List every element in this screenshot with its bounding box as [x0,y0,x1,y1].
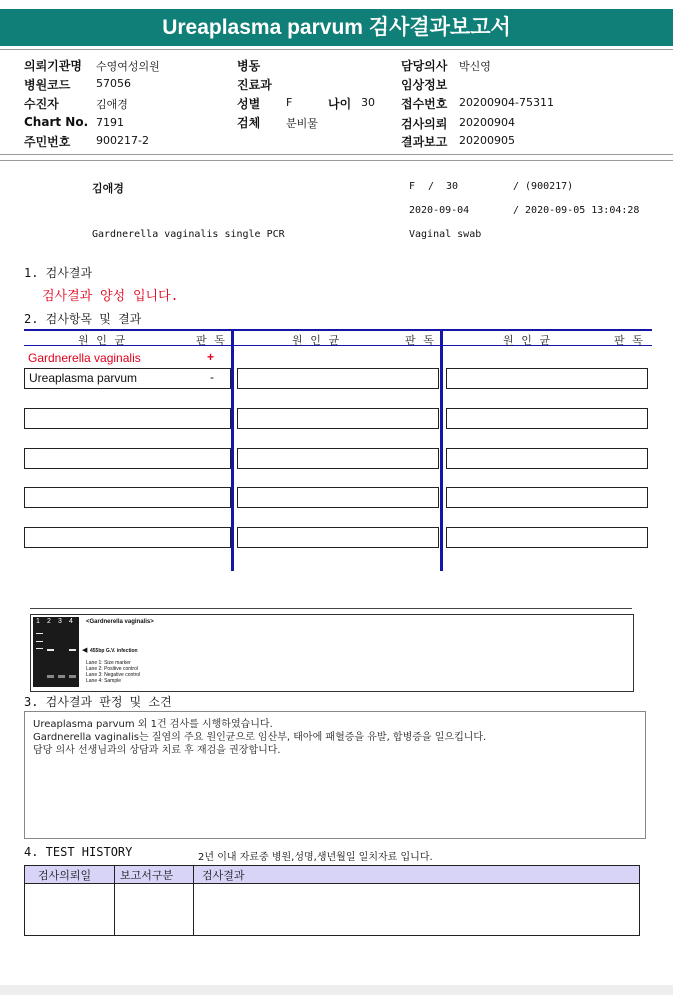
summary-test-name: Gardnerella vaginalis single PCR [92,229,285,240]
empty-result-box [24,527,231,548]
history-col-request-date: 검사의뢰일 [38,869,92,882]
summary-sample: Vaginal swab [409,229,482,240]
marker-band [36,641,43,642]
report-date-value: 20200905 [459,134,515,147]
opinion-box [24,711,646,839]
primer-band [47,675,54,678]
summary-request-date: 2020-09-04 [409,205,470,216]
gel-legend-item: Lane 2: Positive control [86,666,138,672]
divider [0,49,673,50]
specimen-value: 분비물 [286,117,318,130]
history-note: 2년 이내 자료중 병원,성명,생년월일 일치자료 입니다. [198,852,433,863]
age-label: 나이 [328,97,352,111]
section1-title: 1. 검사결과 [24,266,93,280]
empty-result-box [446,527,648,548]
organism-name: Gardnerella vaginalis [28,351,141,365]
primer-band [69,675,76,678]
lane-number: 3 [58,618,62,625]
specimen-label: 검체 [237,116,261,130]
table-border [24,935,640,936]
rrn-label: 주민번호 [24,135,71,149]
empty-result-box [237,408,439,429]
empty-result-box [446,487,648,508]
doctor-label: 담당의사 [401,59,448,73]
section3-title: 3. 검사결과 판정 및 소견 [24,695,172,709]
request-value: 20200904 [459,116,515,129]
report-title: Ureaplasma parvum 검사결과보고서 [0,9,673,46]
table-border [24,865,25,935]
empty-result-box [446,368,648,389]
divider [30,608,632,609]
rrn-value: 900217-2 [96,134,149,147]
patient-label: 수진자 [24,97,59,111]
marker-band [36,648,43,649]
lane-number: 4 [69,618,73,625]
table-border [639,865,640,935]
grid-top-line [24,329,652,331]
age-value: 30 [361,96,375,109]
chart-value: 7191 [96,116,124,129]
ward-label: 병동 [237,59,261,73]
organism-result: + [207,350,215,364]
clinical-label: 임상정보 [401,78,448,92]
code-value: 57056 [96,77,131,90]
summary-sex: F [409,181,416,192]
organism-result: - [210,370,214,384]
opinion-line: Gardnerella vaginalis는 질염의 주요 원인균으로 임산부, 태아에 패혈증을 유발, 합병증을 일으킵니다. [33,732,487,743]
col-organism-header: 원 인 균 [292,334,340,347]
summary-birth: / (900217) [513,181,574,192]
arrow-icon: ◀ [82,646,88,654]
hospital-value: 수영여성의원 [96,60,160,73]
doctor-value: 박신영 [459,60,491,73]
empty-result-box [237,448,439,469]
summary-age: 30 [446,181,459,192]
organism-name: Ureaplasma parvum [29,371,138,385]
summary-report-datetime: / 2020-09-05 13:04:28 [513,205,640,216]
positive-band [47,649,54,651]
sample-band [69,649,76,651]
empty-result-box [446,408,648,429]
table-border [114,865,115,935]
lane-number: 2 [47,618,51,625]
lane-number: 1 [36,618,40,625]
empty-result-box [24,408,231,429]
receipt-label: 접수번호 [401,97,448,111]
report-date-label: 결과보고 [401,135,448,149]
section4-title: 4. TEST HISTORY [24,845,133,859]
page-bottom-bar [0,985,673,995]
grid-divider [440,329,443,571]
col-judge-header: 판 독 [614,334,644,347]
primer-band [58,675,65,678]
empty-result-box [446,448,648,469]
chart-label: Chart No. [24,115,89,129]
divider [0,160,673,161]
grid-divider [231,329,234,571]
marker-band [36,633,43,634]
band-label: 455bp G.V. infection [90,648,138,654]
section2-title: 2. 검사항목 및 결과 [24,312,142,326]
empty-result-box [237,527,439,548]
col-organism-header: 원 인 균 [503,334,551,347]
code-label: 병원코드 [24,78,71,92]
history-col-result: 검사결과 [202,869,245,882]
gel-legend-item: Lane 4: Sample [86,678,122,684]
history-col-report-type: 보고서구분 [120,869,174,882]
gel-legend-item: Lane 3: Negative control [86,672,141,678]
divider [0,154,673,155]
gel-heading: <Gardnerella vaginalis> [86,619,154,625]
empty-result-box [24,448,231,469]
opinion-line: Ureaplasma parvum 외 1건 검사를 시행하였습니다. [33,719,273,730]
col-organism-header: 원 인 균 [78,334,126,347]
col-judge-header: 판 독 [196,334,226,347]
sex-value: F [286,96,293,109]
col-judge-header: 판 독 [405,334,435,347]
empty-result-box [237,368,439,389]
patient-value: 김애경 [96,98,128,111]
empty-result-box [24,487,231,508]
dept-label: 진료과 [237,78,272,92]
result-statement: 검사결과 양성 입니다. [42,289,179,304]
gel-legend-item: Lane 1: Size marker [86,660,131,666]
empty-result-box [237,487,439,508]
summary-name: 김애경 [92,182,124,195]
history-header [24,865,639,884]
request-label: 검사의뢰 [401,117,448,131]
receipt-value: 20200904-75311 [459,96,554,109]
table-border [193,865,194,935]
gel-image [33,617,79,687]
hospital-label: 의뢰기관명 [24,59,82,73]
sex-label: 성별 [237,97,261,111]
summary-slash: / [428,181,435,192]
opinion-line: 담당 의사 선생님과의 상담과 치료 후 재검을 권장합니다. [33,745,281,756]
